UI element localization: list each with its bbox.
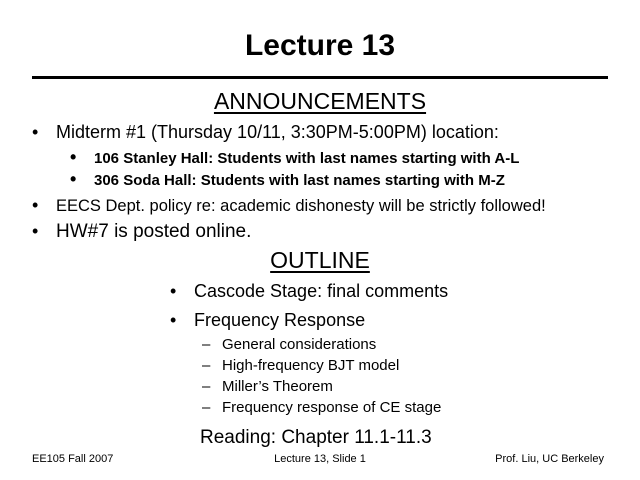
- outline-subitem: [202, 397, 441, 419]
- announcement-item: [32, 121, 499, 143]
- bullet-icon: •: [32, 221, 39, 241]
- announcements-heading: ANNOUNCEMENTS: [213, 88, 427, 114]
- outline-subtext: High-frequency BJT model: [222, 357, 400, 374]
- outline-subtext: Frequency response of CE stage: [222, 399, 442, 416]
- dash-icon: –: [202, 378, 211, 395]
- dash-icon: –: [202, 336, 211, 353]
- outline-subitem: [202, 334, 376, 356]
- bullet-icon: •: [32, 122, 39, 142]
- announcement-subtext: 306 Soda Hall: Students with last names starting with M-Z: [94, 172, 505, 189]
- outline-subitem: [202, 376, 333, 398]
- announcement-subtext: 106 Stanley Hall: Students with last names starting with A-L: [94, 150, 520, 167]
- outline-heading: OUTLINE: [270, 247, 370, 273]
- announcement-text: Midterm #1 (Thursday 10/11, 3:30PM-5:00PM) location:: [56, 122, 499, 142]
- announcement-subitem: [70, 146, 519, 170]
- title-divider: [32, 76, 608, 79]
- outline-subtext: Miller’s Theorem: [222, 378, 333, 395]
- outline-text: Cascode Stage: final comments: [194, 281, 449, 301]
- dash-icon: –: [202, 399, 211, 416]
- footer-course: EE105 Fall 2007: [32, 453, 114, 465]
- announcement-text: HW#7 is posted online.: [56, 221, 252, 242]
- outline-item: [170, 309, 365, 331]
- bullet-icon: •: [32, 195, 39, 215]
- announcement-text: EECS Dept. policy re: academic dishonesty will be strictly followed!: [56, 197, 546, 215]
- announcement-item: [32, 220, 251, 243]
- outline-item: [170, 280, 448, 302]
- bullet-icon: •: [170, 310, 177, 330]
- dash-icon: –: [202, 357, 211, 374]
- footer-author: Prof. Liu, UC Berkeley: [495, 453, 604, 465]
- slide-title: Lecture 13: [244, 29, 396, 62]
- announcement-item: [32, 194, 546, 217]
- outline-subtext: General considerations: [222, 336, 377, 353]
- footer-slide-number: Lecture 13, Slide 1: [274, 453, 366, 465]
- outline-subitem: [202, 355, 399, 377]
- bullet-icon: •: [70, 169, 77, 189]
- outline-text: Frequency Response: [194, 310, 366, 330]
- announcement-subitem: [70, 168, 505, 192]
- bullet-icon: •: [170, 281, 177, 301]
- bullet-icon: •: [70, 147, 77, 167]
- reading-assignment: Reading: Chapter 11.1-11.3: [200, 427, 432, 448]
